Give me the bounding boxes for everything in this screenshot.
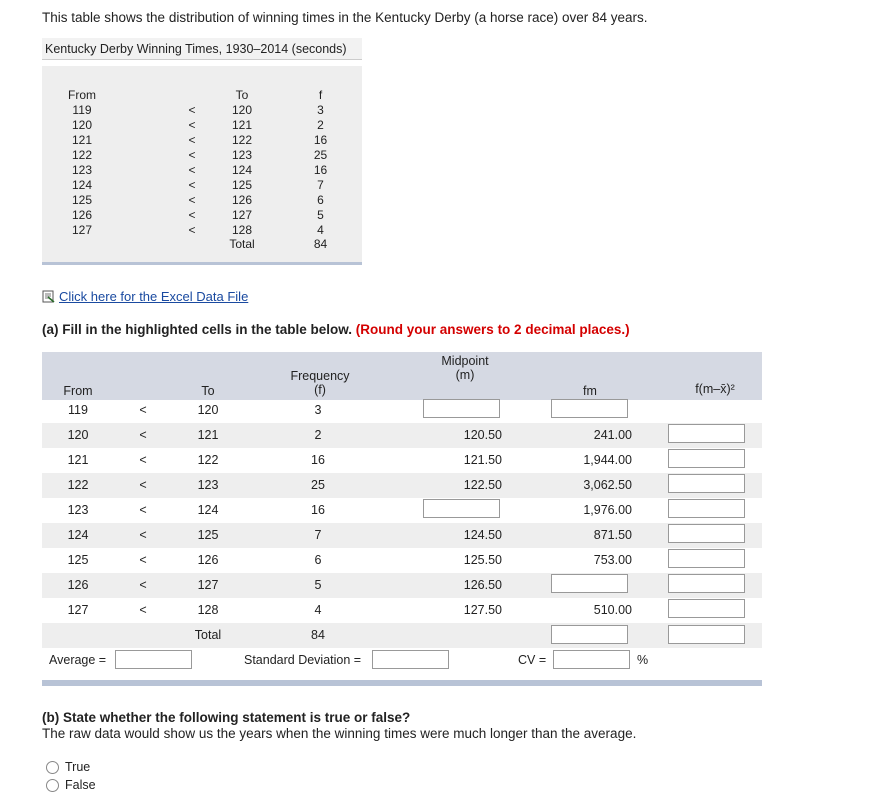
cv-label: CV = <box>518 653 547 667</box>
data-table-cell: 123 <box>231 148 253 162</box>
work-table-divider <box>42 680 762 686</box>
midpoint-input[interactable] <box>423 399 500 418</box>
fm-input[interactable] <box>551 574 628 593</box>
total-frequency: 84 <box>311 628 325 642</box>
data-table-cell: 16 <box>313 133 328 147</box>
percent-sign: % <box>637 653 649 667</box>
deviation-input[interactable] <box>668 474 745 493</box>
cell-midpoint: 122.50 <box>463 478 502 492</box>
deviation-total-input[interactable] <box>668 625 745 644</box>
data-table-cell: < <box>188 163 196 177</box>
data-table-cell: 125 <box>71 193 93 207</box>
total-label: Total <box>194 628 222 642</box>
cell-fm: 1,944.00 <box>583 453 632 467</box>
radio-false[interactable] <box>46 779 59 792</box>
data-table-cell: 125 <box>231 178 253 192</box>
standard-deviation-label: Standard Deviation = <box>244 653 362 667</box>
cell-from: 124 <box>67 528 89 542</box>
cv-input[interactable] <box>553 650 630 669</box>
data-table-cell: < <box>188 103 196 117</box>
data-table-cell: 2 <box>317 118 324 132</box>
cell-frequency: 25 <box>311 478 325 492</box>
cell-operator: < <box>139 528 147 542</box>
data-table-cell: 121 <box>71 133 93 147</box>
cell-frequency: 5 <box>314 578 322 592</box>
data-table-caption: Kentucky Derby Winning Times, 1930–2014 (seconds) <box>42 38 362 60</box>
cell-to: 120 <box>197 403 219 417</box>
cell-frequency: 7 <box>314 528 322 542</box>
data-table-cell: 126 <box>71 208 93 222</box>
cell-to: 124 <box>197 503 219 517</box>
data-table-cell: < <box>188 208 196 222</box>
header-midpoint-sub: (m) <box>455 368 475 382</box>
part-a-instruction: (Round your answers to 2 decimal places.) <box>355 322 630 337</box>
cell-from: 119 <box>68 403 88 417</box>
part-a-label: (a) Fill in the highlighted cells in the table below. <box>42 322 353 337</box>
cell-to: 128 <box>197 603 219 617</box>
data-table-cell: 3 <box>317 103 324 117</box>
data-table-cell: 16 <box>313 163 328 177</box>
cell-midpoint: 124.50 <box>463 528 502 542</box>
cell-frequency: 16 <box>311 453 325 467</box>
cell-fm: 241.00 <box>593 428 632 442</box>
cell-midpoint: 120.50 <box>463 428 502 442</box>
cell-frequency: 3 <box>314 403 322 417</box>
part-b-question <box>42 710 636 742</box>
cell-frequency: 2 <box>314 428 322 442</box>
data-table-cell: 121 <box>231 118 253 132</box>
cell-from: 126 <box>67 578 89 592</box>
data-table-cell: 124 <box>231 163 253 177</box>
cell-operator: < <box>139 453 147 467</box>
cell-from: 120 <box>67 428 89 442</box>
table-row-stripe <box>42 623 762 648</box>
cell-frequency: 6 <box>314 553 322 567</box>
data-table-cell: 120 <box>71 118 93 132</box>
data-table-cell: < <box>188 133 196 147</box>
cell-frequency: 16 <box>311 503 325 517</box>
data-table-cell: 119 <box>72 103 92 117</box>
deviation-input[interactable] <box>668 449 745 468</box>
cell-from: 125 <box>67 553 89 567</box>
data-table-cell: < <box>188 178 196 192</box>
work-table-header <box>42 352 762 400</box>
part-a-prompt <box>42 322 630 337</box>
data-table-cell: < <box>188 118 196 132</box>
average-label: Average = <box>49 653 107 667</box>
part-b-statement: The raw data would show us the years when the winning times were much longer than the average. <box>42 726 637 741</box>
data-table-total-value: 84 <box>313 237 328 251</box>
header-deviation: f(m–x̄)² <box>695 382 735 396</box>
data-table-header-f: f <box>318 88 323 102</box>
midpoint-input[interactable] <box>423 499 500 518</box>
deviation-input[interactable] <box>668 549 745 568</box>
cell-frequency: 4 <box>314 603 322 617</box>
header-frequency: Frequency <box>290 369 350 383</box>
data-table-cell: 126 <box>231 193 253 207</box>
data-table-header-from: From <box>68 88 96 102</box>
data-table-cell: 127 <box>231 208 253 222</box>
cell-from: 122 <box>67 478 89 492</box>
radio-true[interactable] <box>46 761 59 774</box>
data-table-cell: 5 <box>317 208 324 222</box>
cell-operator: < <box>139 478 147 492</box>
cell-fm: 1,976.00 <box>583 503 632 517</box>
part-b-label: (b) State whether the following statement is true or false? <box>42 710 411 725</box>
header-from: From <box>63 384 93 398</box>
cell-fm: 510.00 <box>593 603 632 617</box>
data-table-cell: 123 <box>71 163 93 177</box>
cell-midpoint: 125.50 <box>463 553 502 567</box>
cell-fm: 753.00 <box>593 553 632 567</box>
cell-to: 125 <box>197 528 219 542</box>
excel-link[interactable] <box>42 289 248 304</box>
cell-to: 126 <box>197 553 219 567</box>
cell-operator: < <box>139 403 147 417</box>
cell-operator: < <box>139 603 147 617</box>
deviation-input[interactable] <box>668 524 745 543</box>
cell-fm: 871.50 <box>593 528 632 542</box>
header-fm: fm <box>583 384 597 398</box>
data-table-header-to: To <box>235 88 249 102</box>
cell-fm: 3,062.50 <box>583 478 632 492</box>
data-table-cell: 122 <box>231 133 253 147</box>
header-frequency-sub: (f) <box>314 383 326 397</box>
intro-text: This table shows the distribution of winning times in the Kentucky Derby (a horse race) over 84 years. <box>42 10 648 25</box>
data-table-cell: 127 <box>71 223 93 237</box>
cell-from: 123 <box>67 503 89 517</box>
header-midpoint: Midpoint <box>441 354 489 368</box>
option-true-label: True <box>65 760 91 774</box>
deviation-input[interactable] <box>668 499 745 518</box>
deviation-input[interactable] <box>668 574 745 593</box>
data-table-cell: 4 <box>317 223 324 237</box>
data-table-cell: 128 <box>231 223 253 237</box>
cell-to: 127 <box>197 578 219 592</box>
data-table-cell: < <box>188 223 196 237</box>
standard-deviation-input[interactable] <box>372 650 449 669</box>
average-input[interactable] <box>115 650 192 669</box>
option-false-label: False <box>65 778 96 792</box>
cell-midpoint: 121.50 <box>463 453 502 467</box>
data-table-cell: 7 <box>317 178 324 192</box>
cell-to: 122 <box>197 453 219 467</box>
cell-to: 121 <box>197 428 219 442</box>
data-table-cell: < <box>188 193 196 207</box>
cell-to: 123 <box>197 478 219 492</box>
cell-from: 121 <box>67 453 89 467</box>
cell-operator: < <box>139 503 147 517</box>
cell-midpoint: 127.50 <box>463 603 502 617</box>
header-to: To <box>201 384 215 398</box>
deviation-input[interactable] <box>668 424 745 443</box>
data-table-cell: < <box>188 148 196 162</box>
cell-from: 127 <box>67 603 89 617</box>
data-table-cell: 120 <box>231 103 253 117</box>
deviation-input[interactable] <box>668 599 745 618</box>
excel-link-text[interactable]: Click here for the Excel Data File <box>59 289 249 304</box>
cell-operator: < <box>139 578 147 592</box>
data-table-cell: 124 <box>71 178 93 192</box>
cell-operator: < <box>139 553 147 567</box>
data-table-cell: 25 <box>313 148 328 162</box>
data-table-divider <box>42 262 362 265</box>
fm-input[interactable] <box>551 399 628 418</box>
cell-midpoint: 126.50 <box>463 578 502 592</box>
data-table-cell: 6 <box>317 193 324 207</box>
excel-file-icon <box>42 290 55 303</box>
cell-operator: < <box>139 428 147 442</box>
fm-total-input[interactable] <box>551 625 628 644</box>
data-table-total-label: Total <box>229 237 255 251</box>
data-table-cell: 122 <box>71 148 93 162</box>
